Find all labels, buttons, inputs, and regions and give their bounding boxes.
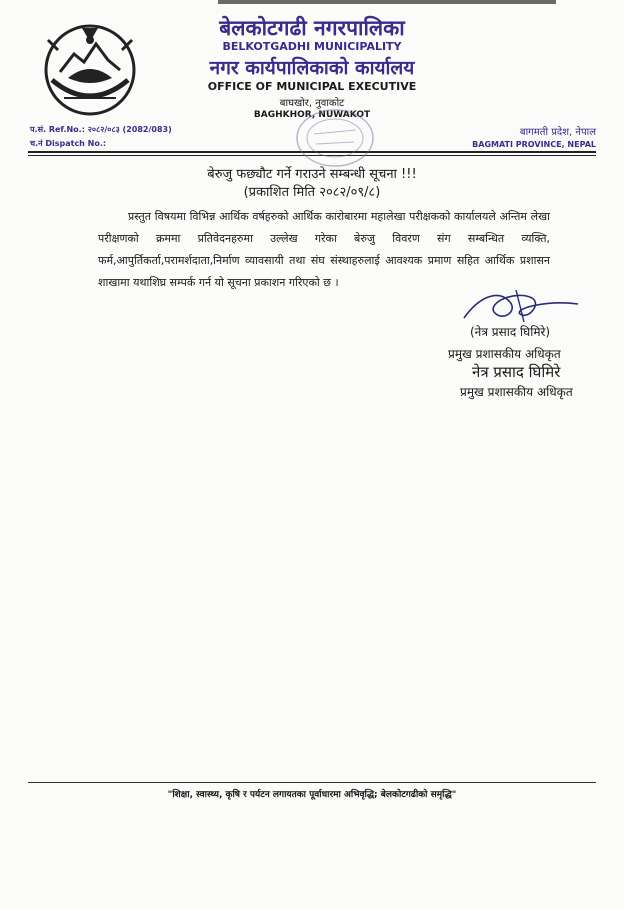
reference-label: प.सं. Ref.No.: [30, 125, 85, 134]
dispatch-label: च.नं Dispatch No.: [30, 139, 107, 148]
reference-number [30, 124, 172, 135]
signatory-title-handwritten: प्रमुख प्रशासकीय अधिकृत [448, 347, 561, 361]
published-date: (प्रकाशित मिति २०८२/०९/८) [243, 185, 381, 200]
signatory-name-handwritten: (नेत्र प्रसाद घिमिरे) [470, 325, 551, 339]
address-english: BAGHKHOR, NUWAKOT [253, 110, 371, 120]
handwritten-signature [458, 280, 582, 328]
signatory-name-printed: नेत्र प्रसाद घिमिरे [472, 363, 561, 381]
reference-value: २०८२/०८३ (2082/083) [87, 125, 172, 134]
address-nepali: बाघखोर, नुवाकोट [279, 98, 345, 109]
footer-rule [28, 782, 596, 783]
office-name-nepali: नगर कार्यपालिकाको कार्यालय [209, 57, 415, 79]
province-nepali: बागमती प्रदेश, नेपाल [519, 127, 596, 138]
province-english: BAGMATI PROVINCE, NEPAL [472, 140, 596, 149]
signatory-title-printed: प्रमुख प्रशासकीय अधिकृत [460, 385, 573, 399]
municipality-name-nepali: बेलकोटगढी नगरपालिका [219, 16, 405, 40]
notice-body: प्रस्तुत विषयमा विभिन्न आर्थिक वर्षहरुको आर्थिक कारोबारमा महालेखा परीक्षकको कार्यालयले अन्तिम लेखा परीक्षणको क्रममा प्रतिवेदनहरुमा उल्लेख गरेका बेरुजु विवरण संग सम्बन्धित व्यक्ति, फर्म,आपुर्तिकर्ता,परामर्शदाता,निर्माण व्यावसायी तथा संघ संस्थाहरुलाई आवश्यक प्रमाण सहित आर्थिक प्रशासन शाखामा यथाशिघ्र सम्पर्क गर्न यो सूचना प्रकाशन गरिएको छ । [98, 210, 550, 289]
office-seal-stamp [290, 104, 380, 172]
dispatch-number [30, 138, 106, 149]
municipality-name-english: BELKOTGADHI MUNICIPALITY [222, 40, 402, 53]
top-scan-strip [218, 0, 556, 4]
footer-motto: "शिक्षा, स्वास्थ्य, कृषि र पर्यटन लगायतका पूर्वाधारमा अभिवृद्धि; बेलकोटगढीको समृद्धि" [167, 790, 457, 800]
office-name-english: OFFICE OF MUNICIPAL EXECUTIVE [207, 80, 417, 93]
notice-title: बेरुजु फछ्यौट गर्ने गराउने सम्बन्धी सूचना !!! [207, 167, 417, 182]
